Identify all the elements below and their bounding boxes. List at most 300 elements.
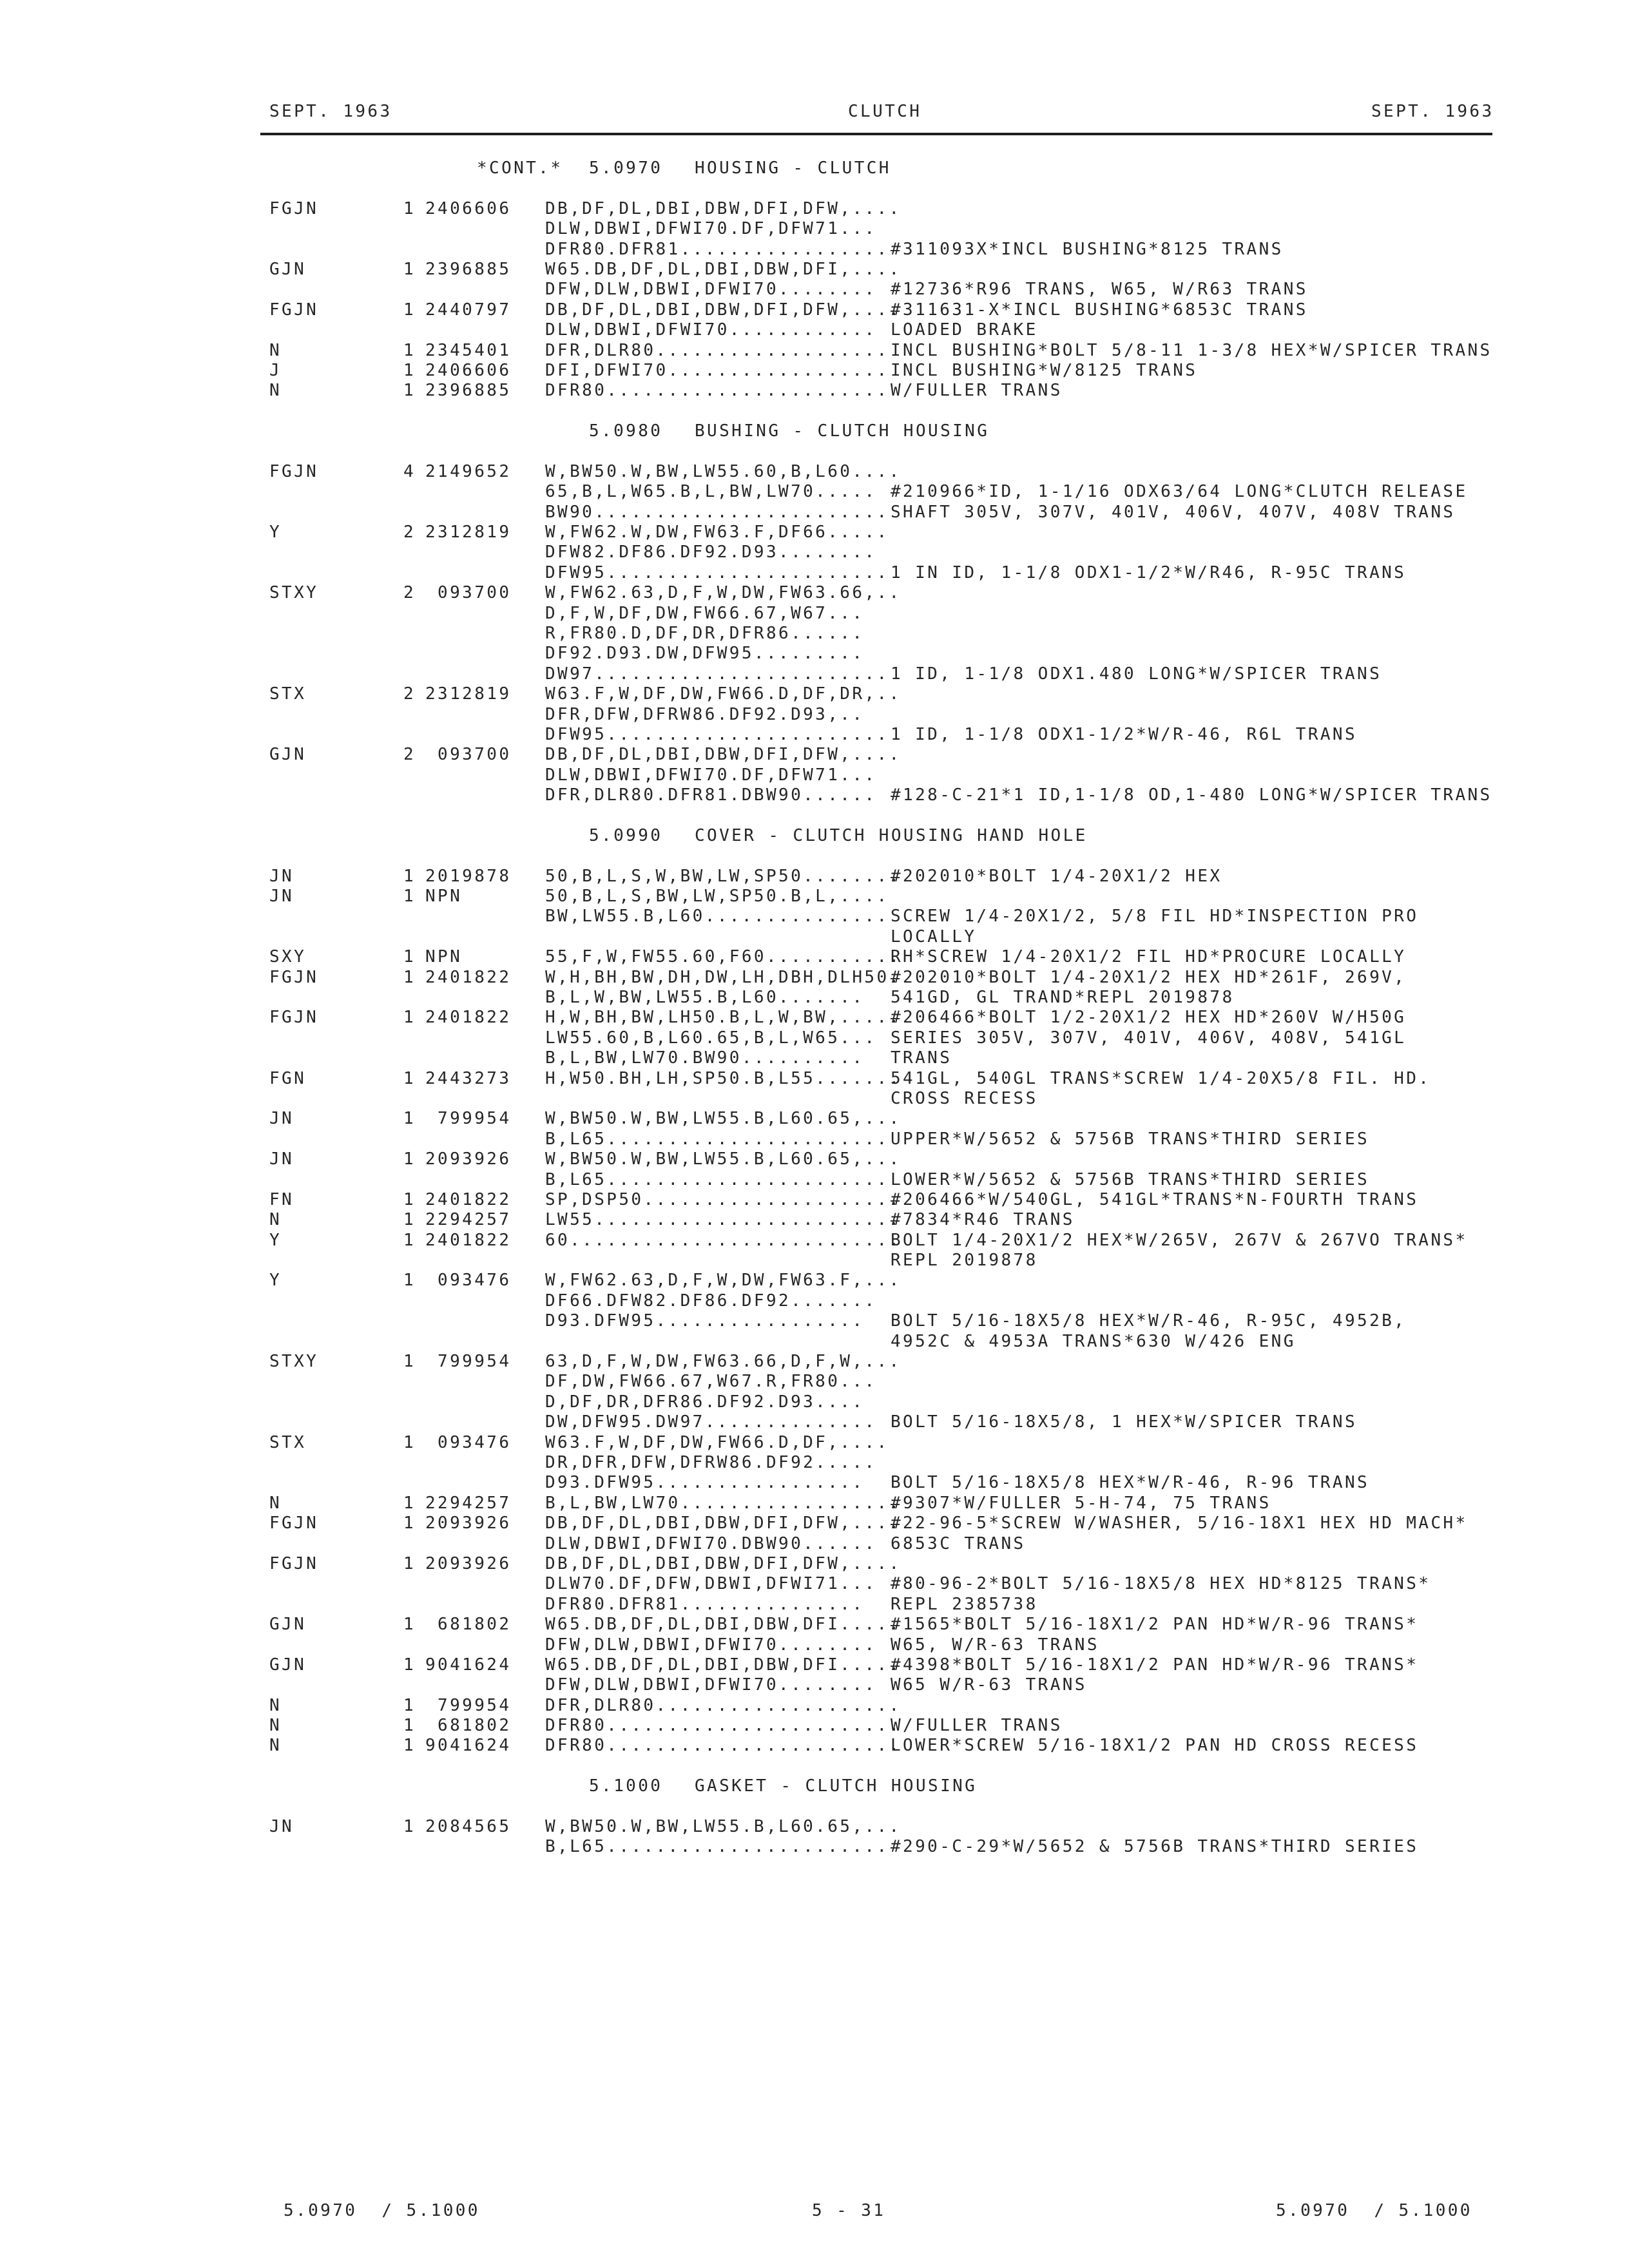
quantity: 2 [403, 745, 416, 765]
entry-line [0, 1675, 1629, 1695]
part-entry [0, 1615, 1629, 1655]
application-text: DFR,DFW,DFRW86.DF92.D93,.. [545, 704, 865, 724]
part-entry [0, 1109, 1629, 1149]
part-number: 2401822 [425, 1008, 512, 1028]
model-code: JN [269, 1109, 294, 1129]
description-text: INCL BUSHING*BOLT 5/8-11 1-3/8 HEX*W/SPICER TRANS [891, 340, 1492, 360]
quantity: 1 [403, 1109, 416, 1129]
section-gap [0, 1756, 1629, 1776]
entry-line [0, 1271, 1629, 1291]
description-text: #12736*R96 TRANS, W65, W/R63 TRANS [891, 280, 1308, 300]
description-text: UPPER*W/5652 & 5756B TRANS*THIRD SERIES [891, 1129, 1370, 1149]
entry-line [0, 523, 1629, 543]
entry-line [0, 219, 1629, 239]
description-text: #7834*R46 TRANS [891, 1210, 1075, 1230]
entry-line [0, 1089, 1629, 1109]
quantity: 1 [403, 1189, 416, 1209]
entry-line [0, 1817, 1629, 1837]
model-code: SXY [269, 947, 307, 967]
application-text: W63.F,W,DF,DW,FW66.D,DF,DR,.. [545, 684, 901, 704]
application-text: W65.DB,DF,DL,DBI,DBW,DFI..... [545, 1615, 901, 1635]
quantity: 1 [403, 1068, 416, 1088]
part-entry [0, 1655, 1629, 1696]
model-code: FGJN [269, 1008, 319, 1028]
quantity: 1 [403, 1736, 416, 1756]
model-code: GJN [269, 1615, 307, 1635]
part-entry [0, 462, 1629, 523]
entry-line [0, 361, 1629, 381]
part-number: NPN [425, 947, 463, 967]
entry-line [0, 664, 1629, 684]
entry-line [0, 1332, 1629, 1352]
entry-line [0, 684, 1629, 704]
model-code: FGJN [269, 967, 319, 987]
description-text: CROSS RECESS [891, 1088, 1038, 1108]
description-text: LOWER*W/5652 & 5756B TRANS*THIRD SERIES [891, 1169, 1370, 1189]
application-text: B,L65....................... [545, 1837, 889, 1857]
description-text: W65, W/R-63 TRANS [891, 1635, 1099, 1655]
model-code: Y [269, 1271, 282, 1291]
entry-line [0, 1433, 1629, 1453]
entry-line [0, 745, 1629, 765]
description-text: SHAFT 305V, 307V, 401V, 406V, 407V, 408V TRANS [891, 502, 1456, 522]
part-number: 799954 [425, 1352, 512, 1372]
description-text: 541GD, GL TRAND*REPL 2019878 [891, 988, 1235, 1008]
footer-range-right: 5.0970 / 5.1000 [1276, 2201, 1472, 2220]
entry-line [0, 1514, 1629, 1533]
part-entry [0, 1069, 1629, 1110]
quantity: 1 [403, 1514, 416, 1533]
entry-line [0, 927, 1629, 947]
part-entry [0, 1514, 1629, 1554]
model-code: Y [269, 1230, 282, 1250]
application-text: DFW,DLW,DBWI,DFWI70........ [545, 280, 877, 300]
model-code: JN [269, 1149, 294, 1169]
part-number: 9041624 [425, 1655, 512, 1675]
model-code: N [269, 1210, 282, 1230]
model-code: GJN [269, 259, 307, 279]
application-text: B,L65....................... [545, 1169, 889, 1189]
entry-line [0, 341, 1629, 361]
entry-line [0, 1149, 1629, 1169]
model-code: JN [269, 866, 294, 886]
part-entry [0, 300, 1629, 341]
application-text: W,H,BH,BW,DH,DW,LH,DBH,DLH50. [545, 967, 901, 987]
part-entry [0, 1494, 1629, 1514]
application-text: SP,DSP50..................... [545, 1189, 901, 1209]
quantity: 1 [403, 1615, 416, 1635]
part-number: 9041624 [425, 1736, 512, 1756]
model-code: STX [269, 1432, 307, 1452]
part-number: 2406606 [425, 198, 512, 218]
description-text: BOLT 1/4-20X1/2 HEX*W/265V, 267V & 267VO TRANS* [891, 1230, 1468, 1250]
entry-line [0, 1534, 1629, 1554]
model-code: N [269, 1493, 282, 1513]
quantity: 1 [403, 1352, 416, 1372]
application-text: 55,F,W,FW55.60,F60........... [545, 947, 901, 967]
entry-line [0, 260, 1629, 280]
application-text: DB,DF,DL,DBI,DBW,DFI,DFW,.... [545, 198, 901, 218]
description-text: #206466*W/540GL, 541GL*TRANS*N-FOURTH TRANS [891, 1189, 1419, 1209]
model-code: N [269, 340, 282, 360]
quantity: 1 [403, 1432, 416, 1452]
description-text: 1 IN ID, 1-1/8 ODX1-1/2*W/R46, R-95C TRANS [891, 562, 1407, 582]
entry-line [0, 1595, 1629, 1615]
model-code: N [269, 1736, 282, 1756]
description-text: #9307*W/FULLER 5-H-74, 75 TRANS [891, 1493, 1271, 1513]
quantity: 1 [403, 1008, 416, 1028]
part-entry [0, 887, 1629, 947]
application-text: 60........................... [545, 1230, 901, 1250]
model-code: FN [269, 1189, 294, 1209]
application-text: LW55......................... [545, 1210, 901, 1230]
application-text: DLW,DBWI,DFWI70............ [545, 320, 877, 340]
part-number: 2294257 [425, 1493, 512, 1513]
description-text: #4398*BOLT 5/16-18X1/2 PAN HD*W/R-96 TRANS* [891, 1655, 1419, 1675]
entry-line [0, 887, 1629, 907]
entry-line [0, 725, 1629, 745]
part-number: 2443273 [425, 1068, 512, 1088]
description-text: SCREW 1/4-20X1/2, 5/8 FIL HD*INSPECTION PRO [891, 907, 1419, 927]
application-text: W65.DB,DF,DL,DBI,DBW,DFI,.... [545, 259, 901, 279]
description-text: #22-96-5*SCREW W/WASHER, 5/16-18X1 HEX HD MACH* [891, 1514, 1468, 1533]
model-code: JN [269, 887, 294, 907]
entry-line [0, 988, 1629, 1008]
description-text: BOLT 5/16-18X5/8 HEX*W/R-46, R-96 TRANS [891, 1473, 1370, 1493]
application-text: W,FW62.W,DW,FW63.F,DF66..... [545, 523, 889, 543]
entry-line [0, 1392, 1629, 1412]
part-number: 2396885 [425, 381, 512, 401]
application-text: DFI,DFWI70.................. [545, 360, 889, 380]
application-text: W63.F,W,DF,DW,FW66.D,DF,.... [545, 1432, 889, 1452]
part-number: 2294257 [425, 1210, 512, 1230]
application-text: DF66.DFW82.DF86.DF92....... [545, 1291, 877, 1311]
entry-line [0, 1736, 1629, 1756]
entry-line [0, 1311, 1629, 1331]
application-text: DB,DF,DL,DBI,DBW,DFI,DFW,.... [545, 300, 901, 320]
entry-line [0, 381, 1629, 401]
entry-line [0, 1453, 1629, 1473]
application-text: DFW95....................... [545, 562, 889, 582]
part-entry [0, 745, 1629, 805]
quantity: 1 [403, 300, 416, 320]
application-text: DFW,DLW,DBWI,DFWI70........ [545, 1675, 877, 1695]
entry-line [0, 1615, 1629, 1635]
part-entry [0, 1210, 1629, 1230]
section-title: HOUSING - CLUTCH [695, 159, 891, 178]
quantity: 1 [403, 887, 416, 907]
entry-line [0, 1574, 1629, 1594]
part-entry [0, 199, 1629, 260]
application-text: DFR80.DFR81................. [545, 239, 889, 259]
quantity: 2 [403, 523, 416, 543]
description-text: LOCALLY [891, 927, 977, 947]
section-number: 5.0980 [589, 421, 663, 441]
application-text: D,DF,DR,DFR86.DF92.D93.... [545, 1392, 865, 1412]
part-entry [0, 1716, 1629, 1736]
part-entry [0, 1149, 1629, 1190]
entry-line [0, 604, 1629, 624]
application-text: DW,DFW95.DW97.............. [545, 1412, 877, 1432]
part-number: 2401822 [425, 1230, 512, 1250]
part-entry [0, 1554, 1629, 1615]
description-text: #206466*BOLT 1/2-20X1/2 HEX HD*260V W/H50G [891, 1008, 1407, 1028]
quantity: 1 [403, 1149, 416, 1169]
description-text: 1 ID, 1-1/8 ODX1.480 LONG*W/SPICER TRANS [891, 664, 1382, 684]
entry-line [0, 624, 1629, 644]
model-code: STX [269, 684, 307, 704]
part-entry [0, 1696, 1629, 1716]
part-number: 2312819 [425, 523, 512, 543]
model-code: FGN [269, 1068, 307, 1088]
entry-line [0, 1716, 1629, 1736]
part-number: NPN [425, 887, 463, 907]
description-text: #128-C-21*1 ID,1-1/8 OD,1-480 LONG*W/SPICER TRANS [891, 785, 1492, 805]
header-title: CLUTCH [848, 102, 922, 121]
section-gap [0, 401, 1629, 421]
quantity: 1 [403, 381, 416, 401]
application-text: DFW95....................... [545, 724, 889, 744]
quantity: 1 [403, 947, 416, 967]
part-number: 093476 [425, 1432, 512, 1452]
application-text: DFR,DLR80.DFR81.DBW90...... [545, 785, 877, 805]
part-entry [0, 1817, 1629, 1858]
part-entry [0, 1736, 1629, 1756]
quantity: 1 [403, 1655, 416, 1675]
application-text: DF92.D93.DW,DFW95......... [545, 644, 865, 664]
section-gap [0, 441, 1629, 461]
quantity: 1 [403, 1553, 416, 1573]
section-title: GASKET - CLUTCH HOUSING [695, 1776, 978, 1796]
entry-line [0, 583, 1629, 603]
description-text: RH*SCREW 1/4-20X1/2 FIL HD*PROCURE LOCALLY [891, 947, 1407, 967]
application-text: DLW,DBWI,DFWI70.DF,DFW71... [545, 219, 877, 239]
application-text: DFR80.DFR81............... [545, 1594, 865, 1614]
application-text: DB,DF,DL,DBI,DBW,DFI,DFW,.... [545, 1553, 901, 1573]
part-number: 2345401 [425, 340, 512, 360]
part-entry [0, 1433, 1629, 1494]
description-text: INCL BUSHING*W/8125 TRANS [891, 360, 1198, 380]
entry-line [0, 1231, 1629, 1251]
part-entry [0, 1008, 1629, 1068]
description-text: 541GL, 540GL TRANS*SCREW 1/4-20X5/8 FIL. HD. [891, 1068, 1431, 1088]
quantity: 1 [403, 866, 416, 886]
quantity: 1 [403, 1271, 416, 1291]
application-text: W,BW50.W,BW,LW55.B,L60.65,... [545, 1817, 901, 1837]
entry-line [0, 1352, 1629, 1372]
entry-line [0, 482, 1629, 502]
application-text: DFR,DLR80................... [545, 340, 889, 360]
part-entry [0, 260, 1629, 300]
quantity: 1 [403, 1230, 416, 1250]
application-text: DFR,DLR80.................... [545, 1695, 901, 1715]
application-text: W,FW62.63,D,F,W,DW,FW63.66,.. [545, 583, 901, 603]
description-text: W65 W/R-63 TRANS [891, 1675, 1087, 1695]
description-text: 6853C TRANS [891, 1533, 1026, 1553]
entry-line [0, 1190, 1629, 1210]
part-number: 093476 [425, 1271, 512, 1291]
application-text: W,BW50.W,BW,LW55.60,B,L60.... [545, 461, 901, 481]
entry-line [0, 1251, 1629, 1271]
quantity: 4 [403, 461, 416, 481]
entry-line [0, 705, 1629, 725]
quantity: 1 [403, 1210, 416, 1230]
part-entry [0, 1231, 1629, 1271]
entry-line [0, 644, 1629, 664]
entry-line [0, 462, 1629, 482]
section-heading [0, 1776, 1629, 1796]
section-heading [0, 159, 1629, 178]
description-text: #311093X*INCL BUSHING*8125 TRANS [891, 239, 1284, 259]
description-text: LOWER*SCREW 5/16-18X1/2 PAN HD CROSS RECESS [891, 1736, 1419, 1756]
part-number: 2406606 [425, 360, 512, 380]
application-text: D93.DFW95................. [545, 1473, 865, 1493]
application-text: LW55.60,B,L60.65,B,L,W65... [545, 1028, 877, 1048]
part-number: 799954 [425, 1695, 512, 1715]
model-code: FGJN [269, 461, 319, 481]
application-text: DFW82.DF86.DF92.D93........ [545, 543, 877, 562]
section-number: 5.0970 [589, 159, 663, 178]
entry-line [0, 1210, 1629, 1230]
description-text: REPL 2385738 [891, 1594, 1038, 1614]
footer-page-number: 5 - 31 [812, 2201, 886, 2220]
part-entry [0, 684, 1629, 745]
part-number: 093700 [425, 583, 512, 603]
section-gap [0, 846, 1629, 866]
entry-line [0, 199, 1629, 219]
entry-line [0, 1494, 1629, 1514]
part-number: 681802 [425, 1615, 512, 1635]
section-number: 5.1000 [589, 1776, 663, 1796]
model-code: GJN [269, 745, 307, 765]
entry-line [0, 1069, 1629, 1089]
part-number: 2440797 [425, 300, 512, 320]
header-date-left: SEPT. 1963 [269, 102, 392, 121]
part-number: 2401822 [425, 967, 512, 987]
entry-line [0, 968, 1629, 988]
entry-line [0, 1372, 1629, 1392]
section-gap [0, 806, 1629, 826]
part-entry [0, 583, 1629, 684]
application-text: 50,B,L,S,BW,LW,SP50.B,L,.... [545, 887, 889, 907]
model-code: FGJN [269, 1514, 319, 1533]
quantity: 1 [403, 360, 416, 380]
application-text: B,L,W,BW,LW55.B,L60....... [545, 988, 865, 1008]
quantity: 1 [403, 1716, 416, 1736]
description-text: #290-C-29*W/5652 & 5756B TRANS*THIRD SERIES [891, 1837, 1419, 1857]
entry-line [0, 1554, 1629, 1574]
entry-line [0, 785, 1629, 805]
application-text: W65.DB,DF,DL,DBI,DBW,DFI..... [545, 1655, 901, 1675]
part-entry [0, 968, 1629, 1008]
footer-range-left: 5.0970 / 5.1000 [284, 2201, 480, 2220]
application-text: DR,DFR,DFW,DFRW86.DF92..... [545, 1453, 877, 1472]
description-text: W/FULLER TRANS [891, 1716, 1063, 1736]
section-heading [0, 826, 1629, 846]
quantity: 1 [403, 1695, 416, 1715]
quantity: 1 [403, 967, 416, 987]
model-code: STXY [269, 1352, 319, 1372]
entry-line [0, 1635, 1629, 1655]
description-text: 4952C & 4953A TRANS*630 W/426 ENG [891, 1331, 1296, 1351]
application-text: DLW,DBWI,DFWI70.DF,DFW71... [545, 765, 877, 785]
application-text: DB,DF,DL,DBI,DBW,DFI,DFW,.... [545, 745, 901, 765]
entry-line [0, 1655, 1629, 1675]
entry-line [0, 947, 1629, 967]
part-entry [0, 341, 1629, 361]
part-number: 799954 [425, 1109, 512, 1129]
description-text: 1 ID, 1-1/8 ODX1-1/2*W/R-46, R6L TRANS [891, 724, 1358, 744]
quantity: 1 [403, 1493, 416, 1513]
model-code: FGJN [269, 300, 319, 320]
application-text: DB,DF,DL,DBI,DBW,DFI,DFW,.... [545, 1514, 901, 1533]
application-text: W,BW50.W,BW,LW55.B,L60.65,... [545, 1109, 901, 1129]
entry-line [0, 1048, 1629, 1068]
quantity: 2 [403, 583, 416, 603]
description-text: #80-96-2*BOLT 5/16-18X5/8 HEX HD*8125 TRANS* [891, 1574, 1431, 1594]
entry-line [0, 543, 1629, 562]
entry-line [0, 1837, 1629, 1857]
part-number: 2019878 [425, 866, 512, 886]
model-code: GJN [269, 1655, 307, 1675]
application-text: DLW70.DF,DFW,DBWI,DFWI71... [545, 1574, 877, 1594]
application-text: 65,B,L,W65.B,L,BW,LW70..... [545, 482, 877, 502]
model-code: N [269, 1716, 282, 1736]
application-text: BW90........................ [545, 502, 889, 522]
application-text: DFR80....................... [545, 381, 889, 401]
part-entry [0, 867, 1629, 887]
part-entry [0, 1271, 1629, 1352]
model-code: N [269, 381, 282, 401]
entry-line [0, 1412, 1629, 1432]
part-entry [0, 523, 1629, 583]
application-text: D93.DFW95................. [545, 1311, 865, 1331]
entry-line [0, 1008, 1629, 1028]
entry-line [0, 300, 1629, 320]
entry-line [0, 280, 1629, 300]
entry-line [0, 1129, 1629, 1149]
section-title: BUSHING - CLUTCH HOUSING [695, 421, 990, 441]
application-text: DLW,DBWI,DFWI70.DBW90...... [545, 1533, 877, 1553]
entry-line [0, 563, 1629, 583]
section-title: COVER - CLUTCH HOUSING HAND HOLE [695, 825, 1088, 845]
entry-line [0, 1291, 1629, 1311]
part-number: 2093926 [425, 1149, 512, 1169]
application-text: DFR80........................ [545, 1716, 901, 1736]
part-number: 2084565 [425, 1817, 512, 1837]
section-number: 5.0990 [589, 825, 663, 845]
application-text: DW97........................ [545, 664, 889, 684]
description-text: #210966*ID, 1-1/16 ODX63/64 LONG*CLUTCH RELEASE [891, 482, 1468, 502]
description-text: #1565*BOLT 5/16-18X1/2 PAN HD*W/R-96 TRANS* [891, 1615, 1419, 1635]
description-text: W/FULLER TRANS [891, 381, 1063, 401]
parts-listing [0, 159, 1629, 1858]
description-text: #202010*BOLT 1/4-20X1/2 HEX HD*261F, 269V, [891, 967, 1407, 987]
entry-line [0, 867, 1629, 887]
part-number: 2401822 [425, 1189, 512, 1209]
quantity: 1 [403, 1817, 416, 1837]
entry-line [0, 1170, 1629, 1190]
part-entry [0, 947, 1629, 967]
header-date-right: SEPT. 1963 [1371, 102, 1494, 121]
description-text: #311631-X*INCL BUSHING*6853C TRANS [891, 300, 1308, 320]
part-number: 2093926 [425, 1553, 512, 1573]
entry-line [0, 1473, 1629, 1493]
application-text: D,F,W,DF,DW,FW66.67,W67... [545, 603, 865, 623]
application-text: B,L,BW,LW70.................. [545, 1493, 901, 1513]
section-gap [0, 1797, 1629, 1817]
model-code: FGJN [269, 198, 319, 218]
